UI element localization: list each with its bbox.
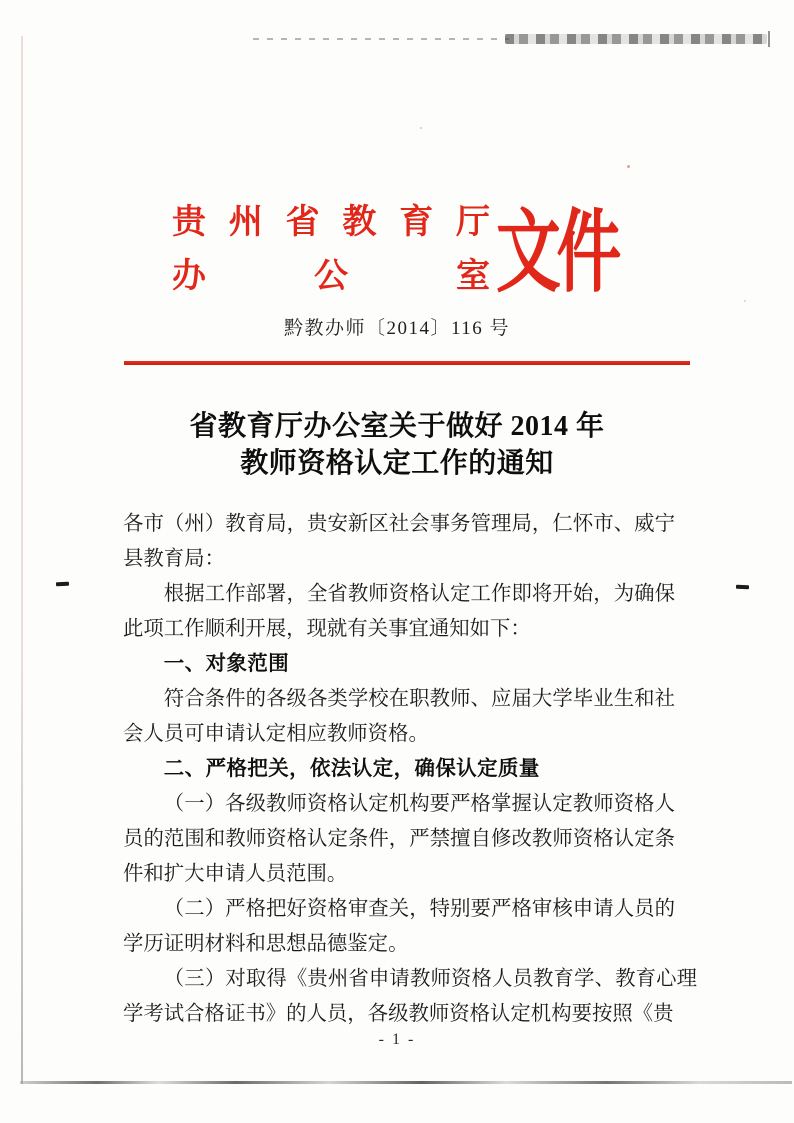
document-title xyxy=(0,408,794,482)
scan-speck xyxy=(420,127,422,129)
section-2-item-3-paragraph: （三）对取得《贵州省申请教师资格人员教育学、教育心理学考试合格证书》的人员，各级教师资格认定机构要按照《贵 xyxy=(123,968,697,1025)
scan-speck xyxy=(744,300,746,302)
section-heading-2: 二、严格把关，依法认定，确保认定质量 xyxy=(163,758,540,780)
section-1-paragraph: 符合条件的各级各类学校在职教师、应届大学毕业生和社会人员可申请认定相应教师资格。 xyxy=(123,688,675,745)
page-number: - 1 - xyxy=(378,1031,416,1048)
letterhead-org-line2: 办公室 xyxy=(172,258,490,295)
scan-smudge-dark xyxy=(505,34,767,44)
document-title-line2: 教师资格认定工作的通知 xyxy=(240,448,554,479)
fold-mark-left xyxy=(56,582,69,587)
section-2-item-2-paragraph: （二）严格把好资格审查关，特别要严格审核申请人员的学历证明材料和思想品德鉴定。 xyxy=(123,898,675,955)
scan-smudge-tick xyxy=(768,31,770,47)
scan-smudge-light xyxy=(253,38,509,40)
intro-paragraph: 根据工作部署，全省教师资格认定工作即将开始，为确保此项工作顺利开展，现就有关事宜通知如下： xyxy=(123,583,675,640)
fold-mark-right xyxy=(736,585,749,589)
scan-speck xyxy=(627,165,630,168)
document-number: 黔教办师〔2014〕116 号 xyxy=(283,318,511,339)
section-2-item-1-paragraph: （一）各级教师资格认定机构要严格掌握认定教师资格人员的范围和教师资格认定条件，严禁擅自修改教师资格认定条件和扩大申请人员范围。 xyxy=(123,793,675,885)
letterhead-document-word: 文件 xyxy=(496,204,617,303)
document-title-line1: 省教育厅办公室关于做好 2014 年 xyxy=(189,411,605,442)
document-body xyxy=(123,507,697,1032)
letterhead-org-line1: 贵州省教育厅 xyxy=(172,204,490,241)
scan-left-edge-line xyxy=(21,36,23,1084)
scan-bottom-edge-line xyxy=(20,1081,792,1084)
letterhead-org-name xyxy=(172,203,490,297)
addressee-paragraph: 各市（州）教育局，贵安新区社会事务管理局，仁怀市、威宁县教育局： xyxy=(123,513,675,570)
letterhead-red-rule xyxy=(124,361,690,365)
section-heading-1: 一、对象范围 xyxy=(163,653,290,675)
